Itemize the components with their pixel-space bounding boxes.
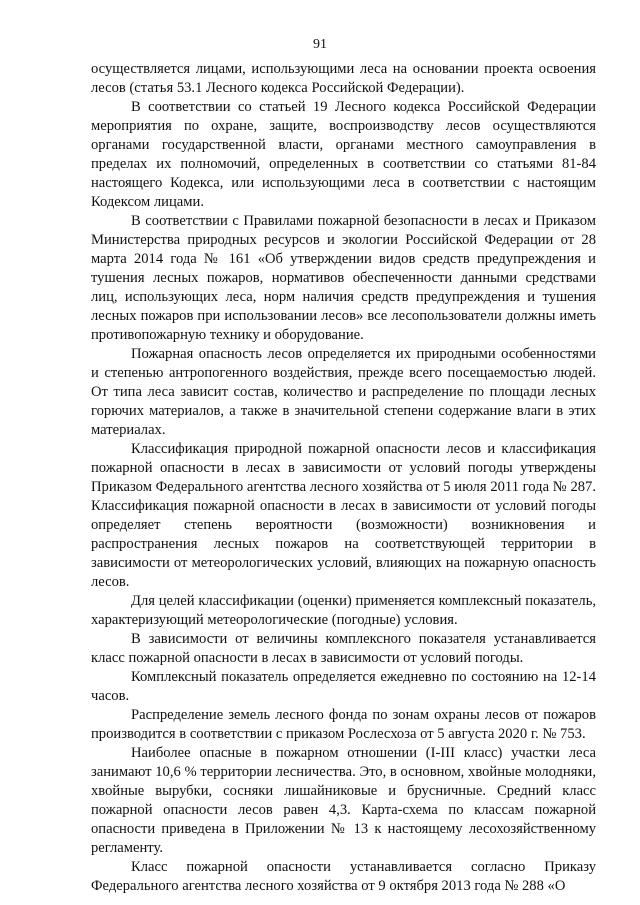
paragraph-continuation: осуществляется лицами, использующими леса на основании проекта освоения лесов (статья 53.1 Лесного кодекса Российской Федерации). [91,61,596,96]
paragraph-index-daily: Комплексный показатель определяется ежедневно по состоянию на 12-14 часов. [91,669,596,704]
paragraph-fire-danger-factors: Пожарная опасность лесов определяется их природными особенностями и степенью антропогенного воздействия, прежде всего посещаемостью людей. От типа леса зависит состав, количество и распределение по площади лесных горючих материалов, а также в значительной степени содержание влаги в этих материалах. [91,346,596,438]
paragraph-forest-code-article-19: В соответствии со статьей 19 Лесного кодекса Российской Федерации мероприятия по охране, защите, воспроизводству лесов осуществляются органами государственной власти, органами местного самоуправления в пределах их полномочий, определенных в соответствии со статьями 81-84 настоящего Кодекса, или использующими леса в соответствии с настоящим Кодексом лицами. [91,99,596,210]
paragraph-danger-class-by-index: В зависимости от величины комплексного показателя устанавливается класс пожарной опасности в лесах в зависимости от условий погоды. [91,631,596,666]
paragraph-dangerous-areas: Наиболее опасные в пожарном отношении (I-III класс) участки леса занимают 10,6 % территории лесничества. Это, в основном, хвойные молодняки, хвойные вырубки, сосняки лишайниковые и брусничные. Средний класс пожарной опасности лесов равен 4,3. Карта-схема по классам пожарной опасности приведена в Приложении № 13 к настоящему лесохозяйственному регламенту. [91,745,596,856]
page-number: 91 [313,37,327,52]
paragraph-fire-danger-classification: Классификация природной пожарной опасности лесов и классификация пожарной опасности в лесах в зависимости от условий погоды утверждены Приказом Федерального агентства лесного хозяйства от 5 июля 2011 года № 287. Классификация пожарной опасности в лесах в зависимости от условий погоды определяет степень вероятности (возможности) возникновения и распространения лесных пожаров на соответствующей территории в зависимости от метеорологических условий, влияющих на пожарную опасность лесов. [91,441,596,590]
paragraph-fire-safety-rules: В соответствии с Правилами пожарной безопасности в лесах и Приказом Министерства природных ресурсов и экологии Российской Федерации от 28 марта 2014 года № 161 «Об утверждении видов средств предупреждения и тушения лесных пожаров, нормативов обеспеченности данными средствами лиц, использующих леса, норм наличия средств предупреждения и тушения лесных пожаров при использовании лесов» все лесопользователи должны иметь противопожарную технику и оборудование. [91,213,596,343]
document-body [91,60,596,896]
paragraph-protection-zones: Распределение земель лесного фонда по зонам охраны лесов от пожаров производится в соответствии с приказом Рослесхоза от 5 августа 2020 г. № 753. [91,707,596,742]
paragraph-class-established: Класс пожарной опасности устанавливается согласно Приказу Федерального агентства лесного хозяйства от 9 октября 2013 года № 288 «О [91,859,596,894]
paragraph-complex-index: Для целей классификации (оценки) применяется комплексный показатель, характеризующий метеорологические (погодные) условия. [91,593,596,628]
